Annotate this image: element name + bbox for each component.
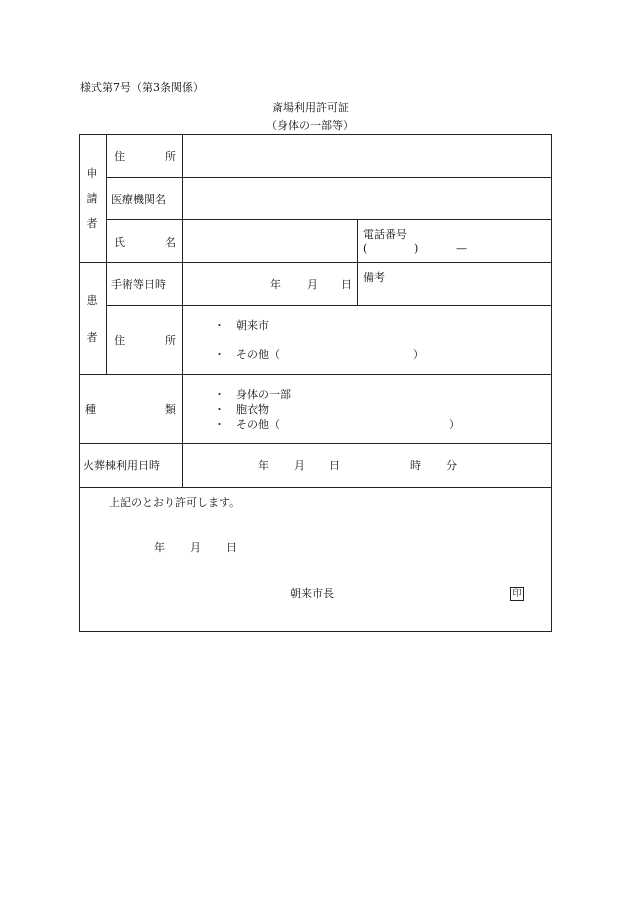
address-option-other-close: ） <box>413 348 424 361</box>
applicant-group-label: 申 請 者 <box>86 167 98 230</box>
crematorium-minute-unit: 分 <box>446 459 457 472</box>
row-divider <box>79 374 552 375</box>
applicant-name-label-2: 名 <box>165 236 176 249</box>
table-border-bottom <box>79 631 552 632</box>
phone-close-paren: ) <box>414 242 419 255</box>
issuer-title: 朝来市長 <box>290 587 334 600</box>
row-divider <box>79 443 552 444</box>
approval-month-unit: 月 <box>190 541 201 554</box>
table-border-left <box>79 134 80 632</box>
row-divider <box>106 219 552 220</box>
column-divider <box>182 134 183 488</box>
phone-dash: — <box>456 242 467 255</box>
row-divider <box>79 262 552 263</box>
seal-mark: 印 <box>510 587 524 601</box>
address-option-asago: ・ 朝来市 <box>214 319 269 332</box>
surgery-day-unit: 日 <box>341 278 352 291</box>
column-divider <box>106 134 107 375</box>
address-option-other: ・ その他（ <box>214 348 280 361</box>
column-divider <box>357 219 358 306</box>
institution-name-label: 医療機関名 <box>111 193 166 206</box>
type-option-other: ・ その他（ <box>214 418 280 431</box>
type-option-body-part: ・ 身体の一部 <box>214 388 291 401</box>
type-option-placenta: ・ 胞衣物 <box>214 403 269 416</box>
table-border-top <box>79 134 552 135</box>
table-border-right <box>551 134 552 632</box>
crematorium-month-unit: 月 <box>294 459 305 472</box>
applicant-address-label-2: 所 <box>165 150 176 163</box>
approval-year-unit: 年 <box>154 541 165 554</box>
phone-open-paren: ( <box>363 242 368 255</box>
document-title: 斎場利用許可証 <box>272 101 349 114</box>
approval-day-unit: 日 <box>226 541 237 554</box>
type-label-1: 種 <box>85 403 96 416</box>
row-divider <box>106 177 552 178</box>
applicant-address-label-1: 住 <box>114 150 125 163</box>
patient-group-label: 患 者 <box>86 294 98 344</box>
document-subtitle: （身体の一部等） <box>266 119 354 132</box>
crematorium-day-unit: 日 <box>329 459 340 472</box>
form-number: 様式第7号（第3条関係） <box>80 81 204 94</box>
phone-number-label: 電話番号 <box>363 228 407 241</box>
type-label-2: 類 <box>165 403 176 416</box>
row-divider <box>79 487 552 488</box>
crematorium-year-unit: 年 <box>258 459 269 472</box>
applicant-name-label-1: 氏 <box>114 236 125 249</box>
surgery-year-unit: 年 <box>270 278 281 291</box>
patient-address-label-1: 住 <box>114 334 125 347</box>
row-divider <box>106 305 552 306</box>
surgery-month-unit: 月 <box>307 278 318 291</box>
crematorium-datetime-label: 火葬棟利用日時 <box>83 459 160 472</box>
approval-statement: 上記のとおり許可します。 <box>109 496 241 509</box>
patient-address-label-2: 所 <box>165 334 176 347</box>
crematorium-hour-unit: 時 <box>410 459 421 472</box>
remarks-label: 備考 <box>363 271 385 284</box>
surgery-date-label: 手術等日時 <box>111 278 166 291</box>
type-option-other-close: ） <box>449 418 460 431</box>
